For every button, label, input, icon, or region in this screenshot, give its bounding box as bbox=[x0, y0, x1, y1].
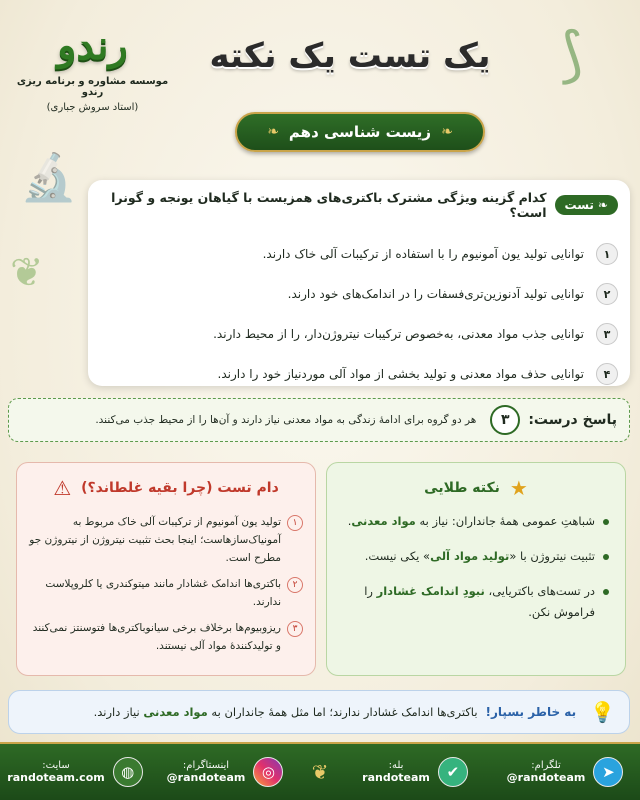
trap-text: باکتری‌ها اندامک غشادار مانند میتوکندری یا کلروپلاست ندارند. bbox=[45, 578, 281, 608]
trap-text: تولید یون آمونیوم از ترکیبات آلی خاک مربوط به آمونیاک‌سازهاست؛ اینجا بحث تثبیت نیتروژن از نیتروژن جو مطرح است. bbox=[29, 516, 281, 564]
logo-text: رندو bbox=[57, 22, 128, 69]
option-text: توانایی جذب مواد معدنی، به‌خصوص ترکیبات نیتروژن‌دار، را از محیط دارند. bbox=[213, 327, 584, 341]
answer-number: ۳ bbox=[490, 405, 520, 435]
remember-strip bbox=[8, 690, 630, 734]
answer-strip bbox=[8, 398, 630, 442]
option-text: توانایی حذف مواد معدنی و تولید بخشی از مواد آلی موردنیاز خود را دارند. bbox=[217, 367, 584, 381]
answer-label: پاسخ درست: bbox=[528, 412, 617, 428]
item-number: ۱ bbox=[287, 515, 303, 531]
teacher-name: (استاد سروش جباری) bbox=[46, 102, 139, 113]
option-1[interactable] bbox=[100, 234, 618, 274]
option-number: ۴ bbox=[596, 363, 618, 385]
tip-text: تثبیت نیتروژن با «تولید مواد آلی» یکی نیست. bbox=[364, 549, 595, 563]
telegram-link[interactable] bbox=[490, 744, 640, 800]
instagram-link[interactable] bbox=[150, 744, 300, 800]
question-card bbox=[88, 180, 630, 386]
list-item bbox=[29, 575, 303, 611]
bulb-icon: 💡 bbox=[590, 700, 615, 724]
option-3[interactable] bbox=[100, 314, 618, 354]
bale-handle: randoteam bbox=[362, 771, 430, 784]
trap-text: ریزوبیوم‌ها برخلاف برخی سیانوباکتری‌ها فتوسنتز نمی‌کنند و تولیدکنندهٔ مواد آلی نیستند. bbox=[32, 622, 281, 652]
list-item bbox=[29, 619, 303, 655]
bale-icon: ✔ bbox=[438, 757, 468, 787]
instagram-label: اینستاگرام: bbox=[182, 760, 230, 771]
subject-pill bbox=[235, 112, 485, 152]
list-item bbox=[343, 546, 609, 567]
instagram-handle: @randoteam bbox=[166, 771, 246, 784]
website-link[interactable] bbox=[0, 744, 150, 800]
option-number: ۳ bbox=[596, 323, 618, 345]
test-badge-label: تست bbox=[564, 198, 594, 212]
instagram-icon: ◎ bbox=[253, 757, 283, 787]
star-icon: ★ bbox=[509, 476, 528, 500]
trap-title: دام تست (چرا بقیه غلطاند؟) bbox=[81, 480, 279, 496]
leaf-emblem-icon: ❦ bbox=[311, 760, 329, 784]
page-title: یک تست یک نکته bbox=[209, 36, 491, 76]
bale-label: بله: bbox=[388, 760, 404, 771]
warning-icon: ⚠ bbox=[53, 476, 72, 500]
tip-text: در تست‌های باکتریایی، نبودِ اندامک غشادار را فراموش نکن. bbox=[364, 584, 595, 619]
dna-icon: ⟆ bbox=[560, 20, 584, 90]
site-url: randoteam.com bbox=[7, 771, 105, 784]
list-item bbox=[343, 511, 609, 532]
telegram-icon: ➤ bbox=[593, 757, 623, 787]
options-list bbox=[100, 234, 618, 394]
item-number: ۲ bbox=[287, 577, 303, 593]
question-text: کدام گزینه ویژگی مشترک باکتری‌های همزیست با گیاهان یونجه و گونرا است؟ bbox=[111, 190, 547, 220]
list-item bbox=[29, 513, 303, 567]
trap-panel bbox=[16, 462, 316, 676]
bullet bbox=[603, 519, 609, 525]
item-number: ۳ bbox=[287, 621, 303, 637]
microscope-icon: 🔬 bbox=[20, 150, 78, 204]
telegram-label: تلگرام: bbox=[531, 760, 561, 771]
list-item bbox=[343, 581, 609, 623]
leaf-icon: ❧ bbox=[441, 124, 453, 140]
test-badge bbox=[555, 195, 618, 215]
option-text: توانایی تولید یون آمونیوم را با استفاده از ترکیبات آلی خاک دارند. bbox=[262, 247, 584, 261]
telegram-handle: @randoteam bbox=[506, 771, 586, 784]
bale-link[interactable] bbox=[340, 744, 490, 800]
option-number: ۲ bbox=[596, 283, 618, 305]
footer bbox=[0, 742, 640, 800]
option-text: توانایی تولید آدنوزین‌تری‌فسفات را در اندامک‌های خود دارند. bbox=[287, 287, 584, 301]
remember-label: به خاطر بسپار! bbox=[485, 705, 577, 719]
institute-name: موسسه مشاوره و برنامه ریزی رندو bbox=[16, 76, 169, 98]
option-2[interactable] bbox=[100, 274, 618, 314]
brand-logo bbox=[10, 18, 175, 113]
question-header bbox=[100, 190, 618, 220]
trap-header bbox=[29, 473, 303, 503]
bullet bbox=[603, 589, 609, 595]
globe-icon: ◍ bbox=[113, 757, 143, 787]
answer-explanation: هر دو گروه برای ادامهٔ زندگی به مواد معدنی نیاز دارند و آن‌ها را از محیط جذب می‌کنند. bbox=[95, 414, 477, 426]
trap-list bbox=[29, 513, 303, 655]
golden-tip-title: نکته طلایی bbox=[424, 480, 500, 496]
golden-tip-list bbox=[343, 511, 609, 623]
golden-tip-header bbox=[343, 473, 609, 503]
bullet bbox=[603, 554, 609, 560]
subject-label: زیست شناسی دهم bbox=[288, 123, 432, 141]
option-4[interactable] bbox=[100, 354, 618, 394]
leaf-decor-icon: ❦ bbox=[10, 250, 44, 296]
option-number: ۱ bbox=[596, 243, 618, 265]
remember-text: باکتری‌ها اندامک غشادار ندارند؛ اما مثل همهٔ جانداران به مواد معدنی نیاز دارند. bbox=[93, 705, 478, 719]
leaf-icon: ❧ bbox=[597, 198, 608, 212]
leaf-icon: ❧ bbox=[267, 124, 279, 140]
golden-tip-panel bbox=[326, 462, 626, 676]
site-label: سایت: bbox=[42, 760, 70, 771]
tip-text: شباهتِ عمومی همهٔ جانداران: نیاز به مواد معدنی. bbox=[347, 514, 595, 528]
